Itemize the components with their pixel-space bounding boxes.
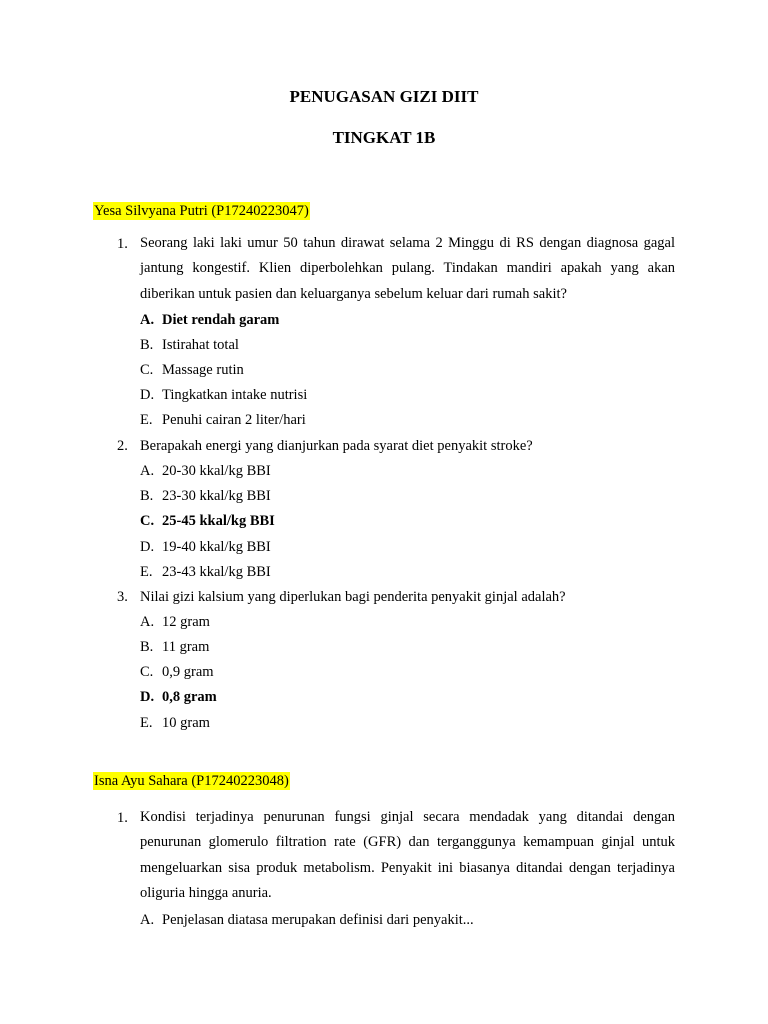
- question-number: 3.: [117, 589, 128, 605]
- option-letter: E.: [140, 564, 153, 580]
- option-text: 12 gram: [162, 614, 210, 630]
- answer-option: [140, 613, 210, 631]
- option-letter: D.: [140, 689, 155, 705]
- option-text: 10 gram: [162, 715, 210, 731]
- option-text: Penjelasan diatasa merupakan definisi dari penyakit...: [162, 912, 474, 928]
- answer-option: [140, 487, 271, 505]
- option-letter: D.: [140, 387, 155, 403]
- answer-option: [140, 462, 271, 480]
- answer-option: [140, 411, 306, 429]
- question-text: Kondisi terjadinya penurunan fungsi ginjal secara mendadak yang ditandai dengan penurunan glomerulo filtration rate (GFR) dan terganggunya kemampuan ginjal untuk mengeluarkan sisa produk metabolism. Penyakit ini biasanya ditandai dengan terjadinya oliguria hingga anuria.: [140, 809, 675, 901]
- option-letter: A.: [140, 463, 155, 479]
- document-subtitle: TINGKAT 1B: [332, 128, 436, 147]
- author-highlight: Isna Ayu Sahara (P17240223048): [94, 773, 289, 789]
- option-letter: A.: [140, 614, 155, 630]
- option-text: Massage rutin: [162, 362, 244, 378]
- option-letter: A.: [140, 912, 155, 928]
- option-letter: E.: [140, 412, 153, 428]
- answer-option-correct: [140, 311, 279, 329]
- option-text: Penuhi cairan 2 liter/hari: [162, 412, 306, 428]
- option-letter: E.: [140, 715, 153, 731]
- answer-option: [140, 563, 271, 581]
- option-text: Istirahat total: [162, 337, 239, 353]
- document-title: PENUGASAN GIZI DIIT: [289, 87, 479, 106]
- option-letter: B.: [140, 639, 154, 655]
- answer-option: [140, 911, 474, 929]
- answer-option: [140, 336, 239, 354]
- answer-option: [140, 361, 244, 379]
- option-text: 11 gram: [162, 639, 210, 655]
- question-text: Seorang laki laki umur 50 tahun dirawat selama 2 Minggu di RS dengan diagnosa gagal jantung kongestif. Klien diperbolehkan pulang. Tindakan mandiri apakah yang akan diberikan untuk pasien dan keluarganya sebelum keluar dari rumah sakit?: [140, 235, 675, 302]
- question-text: Berapakah energi yang dianjurkan pada syarat diet penyakit stroke?: [140, 438, 533, 454]
- option-letter: C.: [140, 362, 154, 378]
- question-text: Nilai gizi kalsium yang diperlukan bagi penderita penyakit ginjal adalah?: [140, 589, 566, 605]
- question-number: 1.: [117, 236, 128, 252]
- option-letter: B.: [140, 337, 154, 353]
- answer-option-correct: [140, 512, 275, 530]
- option-text: 25-45 kkal/kg BBI: [162, 513, 275, 529]
- option-text: 23-43 kkal/kg BBI: [162, 564, 271, 580]
- answer-option: [140, 386, 307, 404]
- option-letter: C.: [140, 664, 154, 680]
- option-letter: B.: [140, 488, 154, 504]
- option-letter: C.: [140, 513, 155, 529]
- option-letter: D.: [140, 539, 155, 555]
- author-highlight: Yesa Silvyana Putri (P17240223047): [94, 203, 309, 219]
- option-text: 20-30 kkal/kg BBI: [162, 463, 271, 479]
- option-text: 0,8 gram: [162, 689, 217, 705]
- answer-option: [140, 663, 214, 681]
- option-text: 19-40 kkal/kg BBI: [162, 539, 271, 555]
- answer-option: [140, 538, 271, 556]
- question-number: 1.: [117, 810, 128, 826]
- option-text: 0,9 gram: [162, 664, 214, 680]
- answer-option-correct: [140, 688, 217, 706]
- option-letter: A.: [140, 312, 155, 328]
- option-text: Tingkatkan intake nutrisi: [162, 387, 308, 403]
- option-text: Diet rendah garam: [162, 312, 280, 328]
- option-text: 23-30 kkal/kg BBI: [162, 488, 271, 504]
- answer-option: [140, 638, 209, 656]
- question-number: 2.: [117, 438, 128, 454]
- answer-option: [140, 714, 210, 732]
